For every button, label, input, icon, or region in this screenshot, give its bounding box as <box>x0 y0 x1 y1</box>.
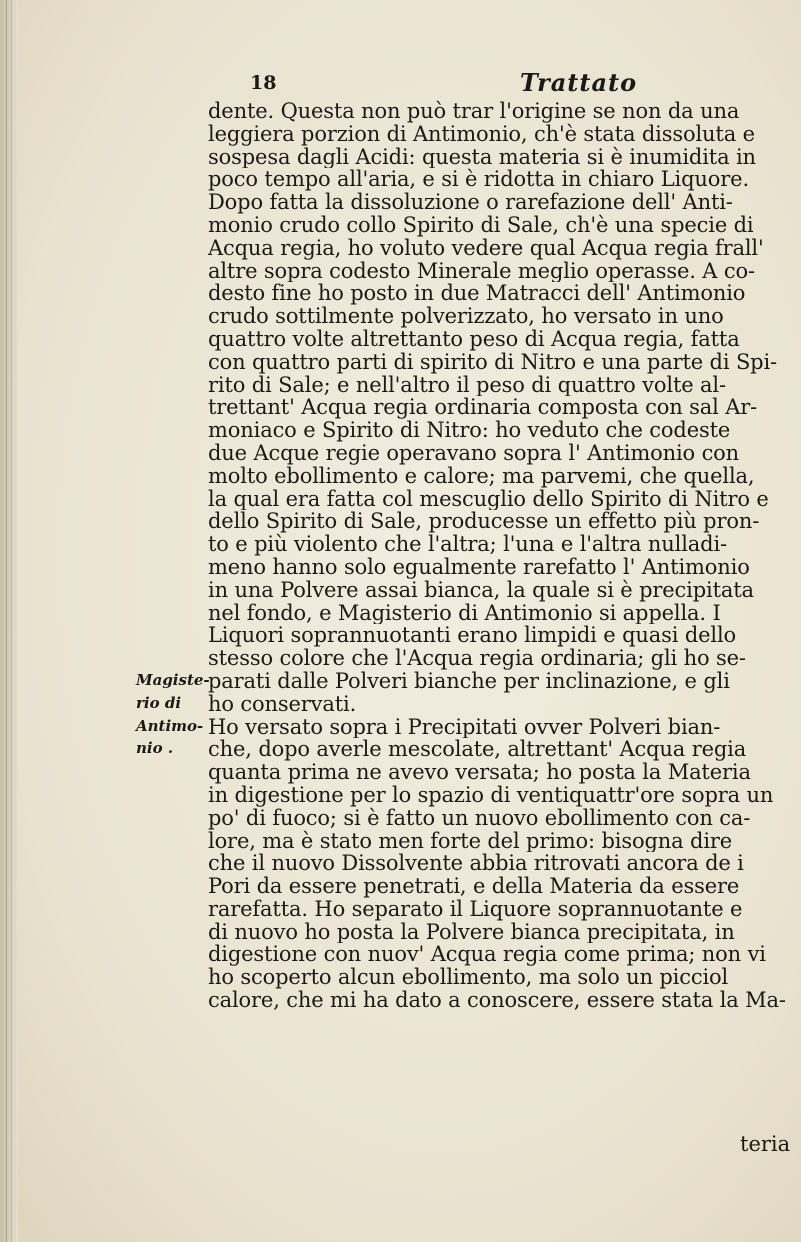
text-line: moniaco e Spirito di Nitro: ho veduto che codeste <box>208 419 731 442</box>
text-line: dente. Questa non può trar l'origine se non da una <box>208 100 740 123</box>
text-line: lore, ma è stato men forte del primo: bisogna dire <box>208 829 733 853</box>
text-line: meno hanno solo egualmente rarefatto l' Antimonio <box>208 555 750 579</box>
margin-note-line: Antimo- <box>136 716 204 735</box>
text-line: monio crudo collo Spirito di Sale, ch'è una specie di <box>208 213 754 237</box>
body-text <box>208 100 798 1012</box>
page-number: 18 <box>250 72 277 94</box>
text-line: in digestione per lo spazio di ventiquattr'ore sopra un <box>208 783 774 807</box>
text-line: Liquori soprannuotanti erano limpidi e quasi dello <box>208 624 737 648</box>
text-line: Pori da essere penetrati, e della Materia da essere <box>208 875 740 898</box>
text-line: nel fondo, e Magisterio di Antimonio si appella. I <box>208 601 721 625</box>
text-line: desto fine ho posto in due Matracci dell' Antimonio <box>208 282 746 306</box>
text-line: to e più violento che l'altra; l'una e l'altra nulladi- <box>208 533 727 556</box>
text-line: digestione con nuov' Acqua regia come prima; non vi <box>208 943 766 967</box>
gutter-line <box>6 0 7 1242</box>
text-line: rito di Sale; e nell'altro il peso di quattro volte al- <box>208 373 726 397</box>
text-line: di nuovo ho posta la Polvere bianca precipitata, in <box>208 920 735 944</box>
text-line: po' di fuoco; si è fatto un nuovo ebollimento con ca- <box>208 806 751 830</box>
text-line: due Acque regie operavano sopra l' Antimonio con <box>208 441 740 465</box>
page-header <box>205 68 765 98</box>
text-line: la qual era fatta col mescuglio dello Spirito di Nitro e <box>208 487 769 511</box>
text-line: parati dalle Polveri bianche per inclinazione, e gli <box>208 669 730 693</box>
text-line: sospesa dagli Acidi: questa materia si è inumidita in <box>208 145 756 169</box>
text-line: Ho versato sopra i Precipitati ovver Polveri bian- <box>208 715 721 739</box>
text-line: ho scoperto alcun ebollimento, ma solo un picciol <box>208 966 729 990</box>
text-line: molto ebollimento e calore; ma parvemi, che quella, <box>208 464 755 488</box>
text-line: altre sopra codesto Minerale meglio operasse. A co- <box>208 259 755 283</box>
running-head: Trattato <box>520 68 638 97</box>
text-line: poco tempo all'aria, e si è ridotta in chiaro Liquore. <box>208 168 749 192</box>
margin-note <box>136 669 208 760</box>
text-line: crudo sottilmente polverizzato, ho versato in uno <box>208 305 724 328</box>
margin-note-line: rio di <box>136 693 182 712</box>
text-line: trettant' Acqua regia ordinaria composta con sal Ar- <box>208 396 758 420</box>
catchword: teria <box>740 1132 791 1156</box>
text-line: con quattro parti di spirito di Nitro e una parte di Spi- <box>208 350 777 374</box>
gutter-line <box>11 0 12 1242</box>
margin-note-line: Magiste- <box>136 671 210 689</box>
text-line: quattro volte altrettanto peso di Acqua regia, fatta <box>208 327 740 351</box>
text-line: ho conservati. <box>208 692 357 716</box>
margin-note-line: nio . <box>136 739 174 758</box>
text-line: calore, che mi ha dato a conoscere, essere stata la Ma- <box>208 989 786 1012</box>
text-line: che il nuovo Dissolvente abbia ritrovati ancora de i <box>208 852 744 876</box>
text-line: Dopo fatta la dissoluzione o rarefazione dell' Anti- <box>208 191 733 214</box>
text-line: Acqua regia, ho voluto vedere qual Acqua regia frall' <box>208 236 764 260</box>
text-line: stesso colore che l'Acqua regia ordinaria; gli ho se- <box>208 647 746 670</box>
text-line: in una Polvere assai bianca, la quale si è precipitata <box>208 578 754 602</box>
page-gutter <box>0 0 18 1242</box>
text-line: quanta prima ne avevo versata; ho posta la Materia <box>208 761 751 784</box>
text-line: dello Spirito di Sale, producesse un effetto più pron- <box>208 510 760 534</box>
text-line: leggiera porzion di Antimonio, ch'è stata dissoluta e <box>208 122 755 146</box>
text-line: che, dopo averle mescolate, altrettant' Acqua regia <box>208 738 747 762</box>
text-line: rarefatta. Ho separato il Liquore soprannuotante e <box>208 897 743 921</box>
